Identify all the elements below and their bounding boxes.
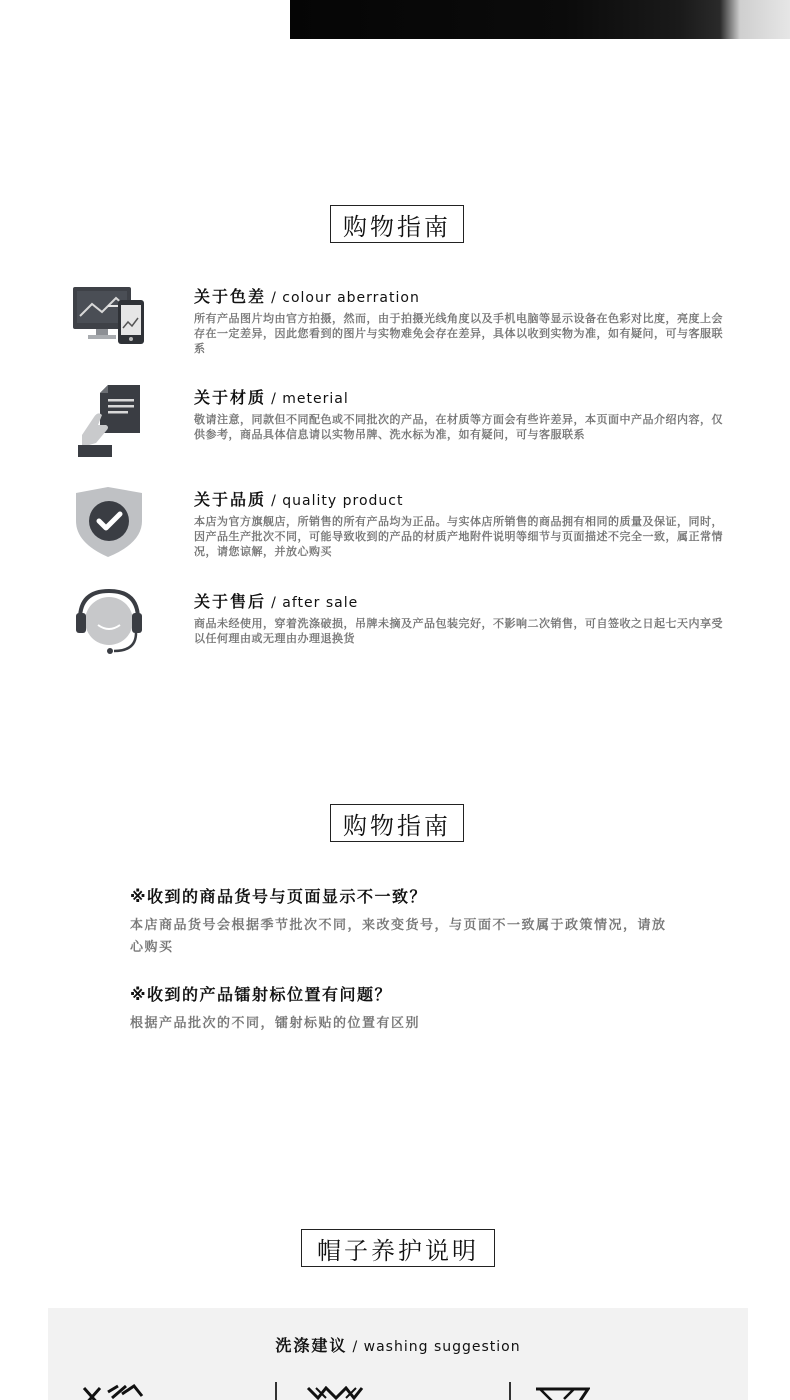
shopping-guide-title: 购物指南 [330,205,464,243]
washing-heading-cn: 洗涤建议 [275,1336,348,1355]
guide-item-description: 商品未经使用，穿着洗涤破损，吊牌未摘及产品包装完好，不影响二次销售，可自签收之日起七天内享受以任何理由或无理由办理退换货 [194,617,723,645]
divider [275,1382,277,1400]
guide-item-heading-en: / meterial [271,391,349,407]
guide-item-after-sale [70,589,740,679]
guide-item-heading-en: / after sale [271,595,359,611]
faq-title: 购物指南 [330,804,464,842]
guide-item-description: 所有产品图片均由官方拍摄，然而，由于拍摄光线角度以及手机电脑等显示设备在色彩对比度，亮度上会存在一定差异，因此您看到的图片与实物难免会存在差异，具体以收到实物为准，如有疑问，可与客服联系 [194,312,723,355]
guide-item-heading-en: / colour aberration [271,290,420,306]
guide-item-heading: 关于色差 [194,287,267,306]
guide-item-description: 敬请注意，同款但不同配色或不同批次的产品，在材质等方面会有些许差异，本页面中产品介绍内容，仅供参考，商品具体信息请以实物吊牌、洗水标为准，如有疑问，可与客服联系 [194,413,723,441]
hat-care-title: 帽子养护说明 [301,1229,495,1267]
no-machine-wash-icon [306,1386,366,1400]
monitor-phone-icon [70,284,148,362]
headset-icon [70,589,148,667]
divider [509,1382,511,1400]
washing-suggestion-panel [48,1308,748,1400]
no-bleach-icon [534,1387,590,1400]
hand-wash-icon [82,1384,146,1400]
document-hand-icon [70,385,148,463]
faq-answer: 根据产品批次的不同，镭射标贴的位置有区别 [130,1016,421,1031]
faq-item [130,982,670,1035]
product-photo [290,0,790,39]
faq-question: ※收到的商品货号与页面显示不一致？ [130,887,428,906]
shield-check-icon [70,487,148,565]
guide-item-colour [70,284,740,374]
washing-heading-en: / washing suggestion [352,1339,521,1355]
guide-item-material [70,385,740,475]
faq-answer: 本店商品货号会根据季节批次不同，来改变货号，与页面不一致属于政策情况，请放心购买 [130,918,667,955]
guide-item-description: 本店为官方旗舰店，所销售的所有产品均为正品。与实体店所销售的商品拥有相同的质量及保证，同时，因产品生产批次不同，可能导致收到的产品的材质产地附件说明等细节与页面描述不完全一致，属正常情况，请您谅解，并放心购买 [194,515,723,558]
washing-suggestion-heading [48,1333,748,1356]
faq-question: ※收到的产品镭射标位置有问题？ [130,985,393,1004]
guide-item-heading-en: / quality product [271,493,404,509]
faq-item [130,884,670,959]
guide-item-heading: 关于品质 [194,490,267,509]
guide-item-quality [70,487,740,577]
guide-item-heading: 关于材质 [194,388,267,407]
guide-item-heading: 关于售后 [194,592,267,611]
